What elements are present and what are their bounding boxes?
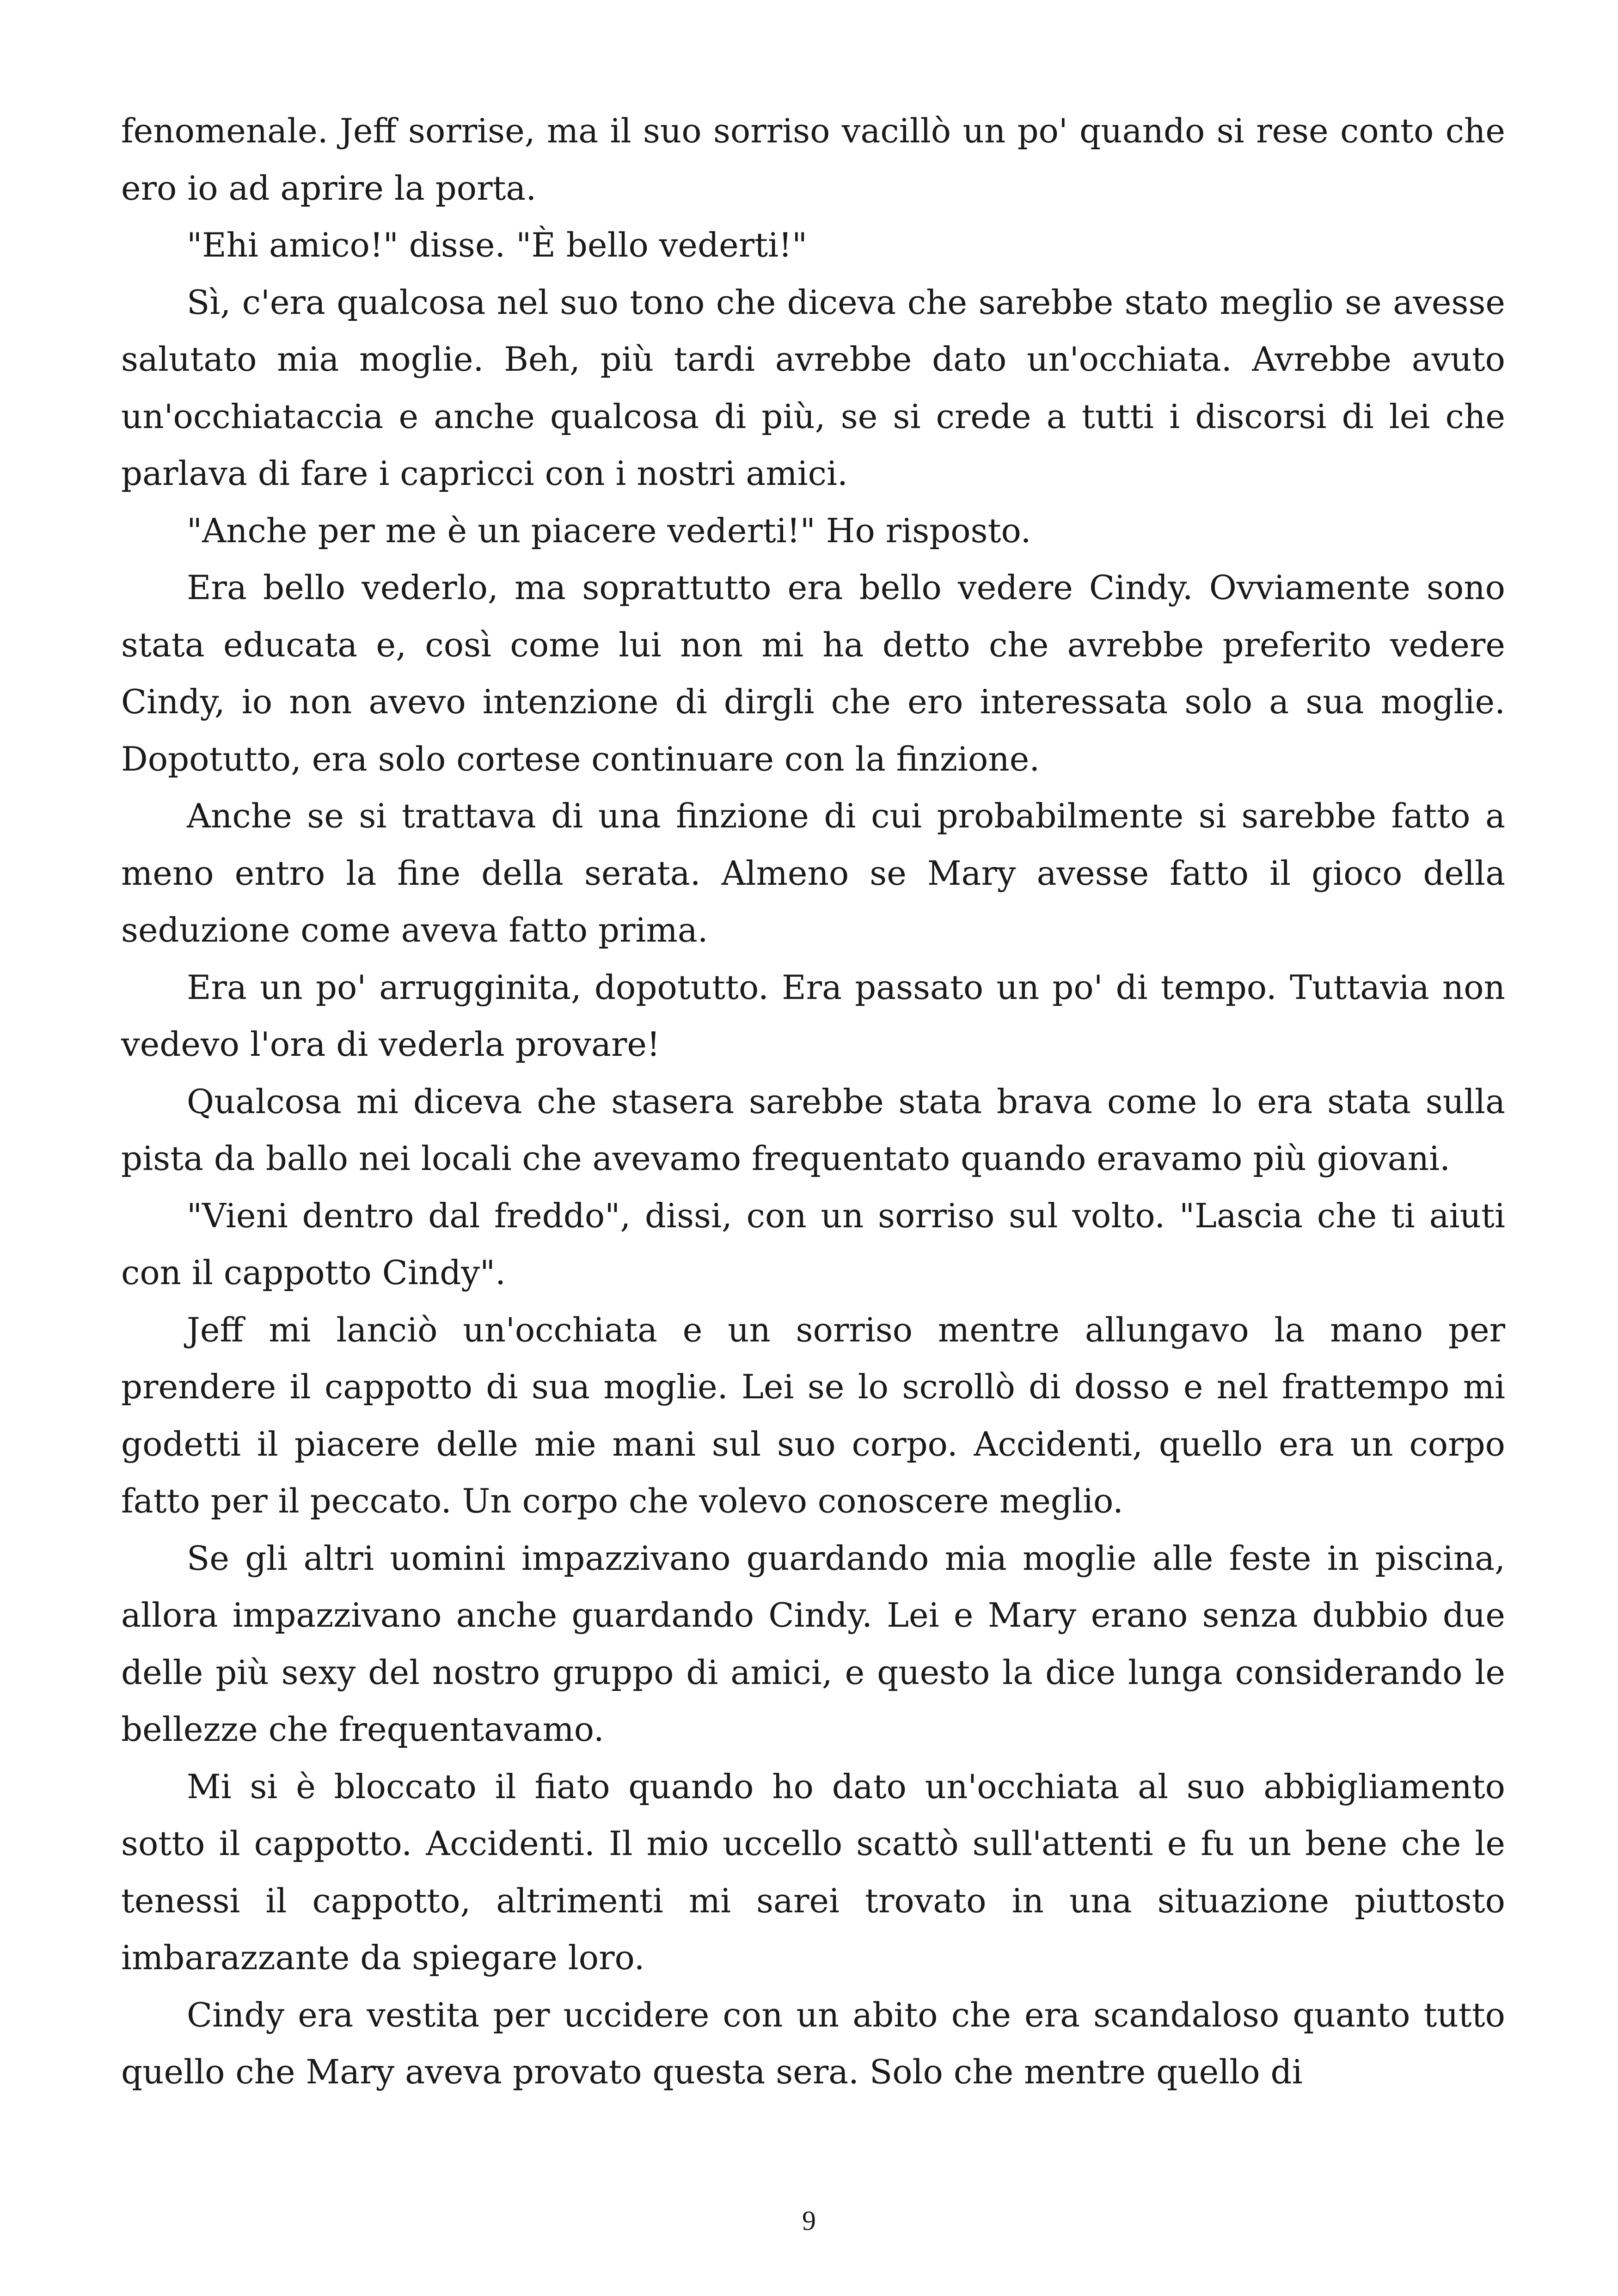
paragraph: Mi si è bloccato il fiato quando ho dato un'occhiata al suo abbigliamento sotto il cappotto. Accidenti. Il mio uccello scattò sull'attenti e fu un bene che le tenessi il cappotto, altrimenti mi sarei trovato in una situazione piuttosto imbarazzante da spiegare loro. [121, 1767, 1505, 1977]
paragraph: Sì, c'era qualcosa nel suo tono che diceva che sarebbe stato meglio se avesse salutato mia moglie. Beh, più tardi avrebbe dato un'occhiata. Avrebbe avuto un'occhiataccia e anche qualcosa di più, se si crede a tutti i discorsi di lei che parlava di fare i capricci con i nostri amici. [121, 282, 1505, 493]
paragraph: "Ehi amico!" disse. "È bello vederti!" [187, 226, 808, 264]
paragraph: Se gli altri uomini impazzivano guardando mia moglie alle feste in piscina, allora impazzivano anche guardando Cindy. Lei e Mary erano senza dubbio due delle più sexy del nostro gruppo di amici, e questo la dice lunga considerando le bellezze che frequentavamo. [121, 1538, 1505, 1749]
paragraph: Era bello vederlo, ma soprattutto era bello vedere Cindy. Ovviamente sono stata educata e, così come lui non mi ha detto che avrebbe preferito vedere Cindy, io non avevo intenzione di dirgli che ero interessata solo a sua moglie. Dopotutto, era solo cortese continuare con la finzione. [121, 568, 1505, 778]
paragraph: Jeff mi lanciò un'occhiata e un sorriso mentre allungavo la mano per prendere il cappotto di sua moglie. Lei se lo scrollò di dosso e nel frattempo mi godetti il piacere delle mie mani sul suo corpo. Accidenti, quello era un corpo fatto per il peccato. Un corpo che volevo conoscere meglio. [121, 1310, 1505, 1520]
paragraph-continuation: fenomenale. Jeff sorrise, ma il suo sorriso vacillò un po' quando si rese conto che ero io ad aprire la porta. [121, 111, 1505, 208]
paragraph: "Vieni dentro dal freddo", dissi, con un sorriso sul volto. "Lascia che ti aiuti con il cappotto Cindy". [121, 1196, 1505, 1292]
paragraph: Anche se si trattava di una finzione di cui probabilmente si sarebbe fatto a meno entro la fine della serata. Almeno se Mary avesse fatto il gioco della seduzione come aveva fatto prima. [121, 796, 1505, 949]
body-text [121, 103, 1505, 2101]
paragraph: "Anche per me è un piacere vederti!" Ho risposto. [187, 511, 1031, 550]
page-number: 9 [802, 2205, 816, 2236]
paragraph: Cindy era vestita per uccidere con un abito che era scandaloso quanto tutto quello che Mary aveva provato questa sera. Solo che mentre quello di [121, 1995, 1505, 2091]
paragraph: Era un po' arrugginita, dopotutto. Era passato un po' di tempo. Tuttavia non vedevo l'ora di vederla provare! [121, 967, 1505, 1064]
paragraph: Qualcosa mi diceva che stasera sarebbe stata brava come lo era stata sulla pista da ballo nei locali che avevamo frequentato quando eravamo più giovani. [121, 1082, 1505, 1178]
